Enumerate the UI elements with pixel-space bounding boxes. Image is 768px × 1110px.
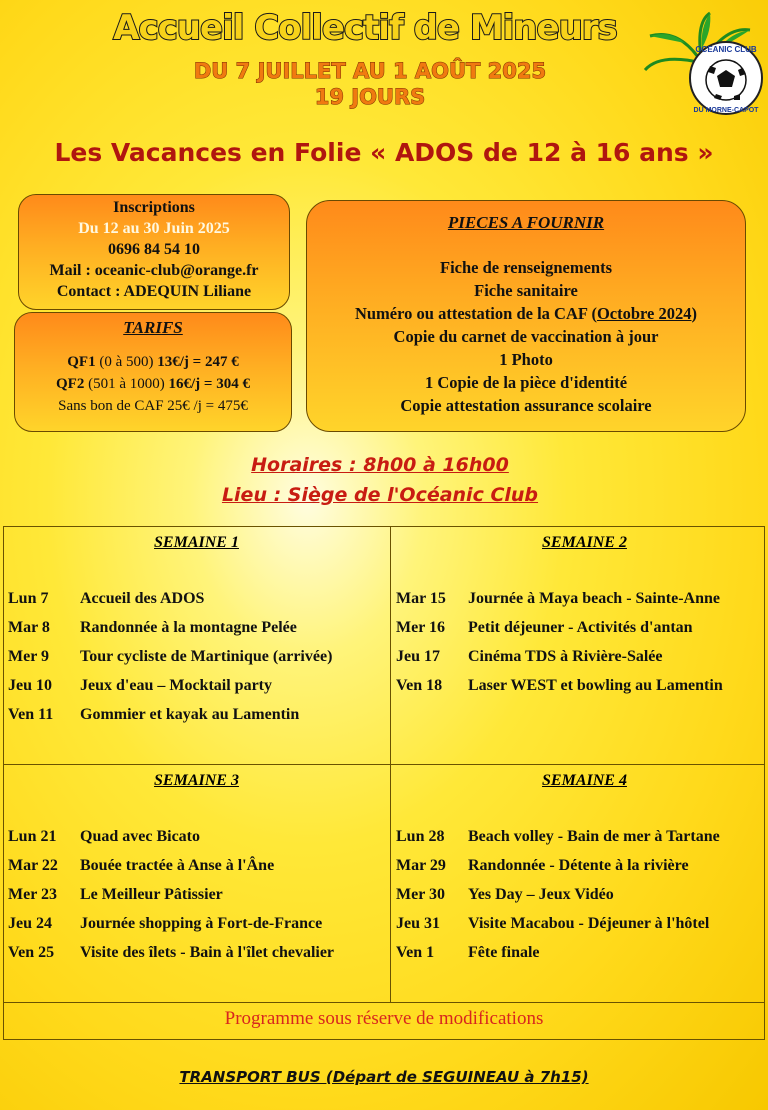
week-4 — [392, 764, 768, 967]
date-range — [0, 58, 740, 110]
day-row: Mar 22 Bouée tractée à Anse à l'Âne — [8, 857, 275, 874]
day-row: Mar 15 Journée à Maya beach - Sainte-Anne — [396, 590, 720, 607]
page-title: Accueil Collectif de Mineurs — [113, 8, 617, 48]
hours-text: Horaires : 8h00 à 16h00 — [251, 454, 509, 476]
day-row: Jeu 31 Visite Macabou - Déjeuner à l'hôtel — [396, 915, 710, 932]
day-row: Lun 21 Quad avec Bicato — [8, 828, 200, 845]
week-2 — [392, 526, 768, 700]
tarifs-title: TARIFS — [123, 318, 183, 337]
piece-item: 1 Copie de la pièce d'identité — [424, 373, 628, 392]
svg-text:DU MORNE-CAPOT: DU MORNE-CAPOT — [693, 107, 759, 114]
week-title: SEMAINE 3 — [154, 772, 239, 789]
piece-item: 1 Photo — [499, 350, 553, 369]
tarif-no-caf: Sans bon de CAF 25€ /j = 475€ — [58, 398, 248, 414]
pieces-box — [306, 200, 746, 432]
email-address: Mail : oceanic-club@orange.fr — [49, 262, 259, 279]
transport-info: TRANSPORT BUS (Départ de SEGUINEAU à 7h15) — [179, 1068, 589, 1086]
tarif-qf1: QF1 (0 à 500) 13€/j = 247 € — [67, 354, 239, 370]
tarif-qf2: QF2 (501 à 1000) 16€/j = 304 € — [56, 376, 250, 392]
inscriptions-title: Inscriptions — [113, 199, 195, 216]
schedule-info — [170, 450, 590, 510]
day-row: Jeu 17 Cinéma TDS à Rivière-Salée — [396, 648, 663, 665]
oceanic-club-logo — [640, 8, 766, 118]
location-text: Lieu : Siège de l'Océanic Club — [221, 484, 539, 506]
day-row: Lun 7 Accueil des ADOS — [8, 590, 205, 607]
day-row: Mar 8 Randonnée à la montagne Pelée — [8, 619, 297, 636]
day-row: Ven 1 Fête finale — [396, 944, 540, 961]
duration-text: 19 JOURS — [314, 85, 426, 109]
week-title: SEMAINE 1 — [154, 534, 239, 551]
day-row: Mar 29 Randonnée - Détente à la rivière — [396, 857, 689, 874]
day-row: Jeu 10 Jeux d'eau – Mocktail party — [8, 677, 272, 694]
headline: Les Vacances en Folie « ADOS de 12 à 16 ans » — [54, 138, 714, 167]
inscriptions-box — [18, 194, 290, 310]
week-3 — [4, 764, 389, 967]
day-row: Lun 28 Beach volley - Bain de mer à Tartane — [396, 828, 720, 845]
week-1 — [4, 526, 389, 729]
week-title: SEMAINE 2 — [542, 534, 627, 551]
piece-item: Fiche de renseignements — [439, 258, 612, 277]
day-row: Ven 25 Visite des îlets - Bain à l'îlet chevalier — [8, 944, 335, 961]
contact-name: Contact : ADEQUIN Liliane — [56, 283, 252, 300]
day-row: Mer 9 Tour cycliste de Martinique (arrivée) — [8, 648, 333, 665]
piece-item: Fiche sanitaire — [474, 281, 578, 300]
day-row: Mer 23 Le Meilleur Pâtissier — [8, 886, 223, 903]
pieces-title: PIECES A FOURNIR — [447, 213, 605, 232]
piece-item: Copie du carnet de vaccination à jour — [393, 327, 659, 346]
tarifs-box — [14, 312, 292, 432]
day-row: Mer 16 Petit déjeuner - Activités d'antan — [396, 619, 693, 636]
day-row: Jeu 24 Journée shopping à Fort-de-France — [8, 915, 323, 932]
dates-text: DU 7 JUILLET AU 1 AOÛT 2025 — [193, 59, 547, 83]
table-divider — [3, 1002, 765, 1003]
week-title: SEMAINE 4 — [542, 772, 627, 789]
piece-item: Copie attestation assurance scolaire — [400, 396, 652, 415]
piece-item-caf: Numéro ou attestation de la CAF (Octobre 2024) — [354, 304, 698, 323]
day-row: Mer 30 Yes Day – Jeux Vidéo — [396, 886, 614, 903]
day-row: Ven 11 Gommier et kayak au Lamentin — [8, 706, 300, 723]
inscriptions-dates: Du 12 au 30 Juin 2025 — [78, 220, 230, 237]
program-notice: Programme sous réserve de modifications — [224, 1008, 544, 1029]
phone-number: 0696 84 54 10 — [108, 241, 200, 258]
day-row: Ven 18 Laser WEST et bowling au Lamentin — [396, 677, 723, 694]
logo-lettering: OCEANIC CLUB — [695, 45, 757, 54]
